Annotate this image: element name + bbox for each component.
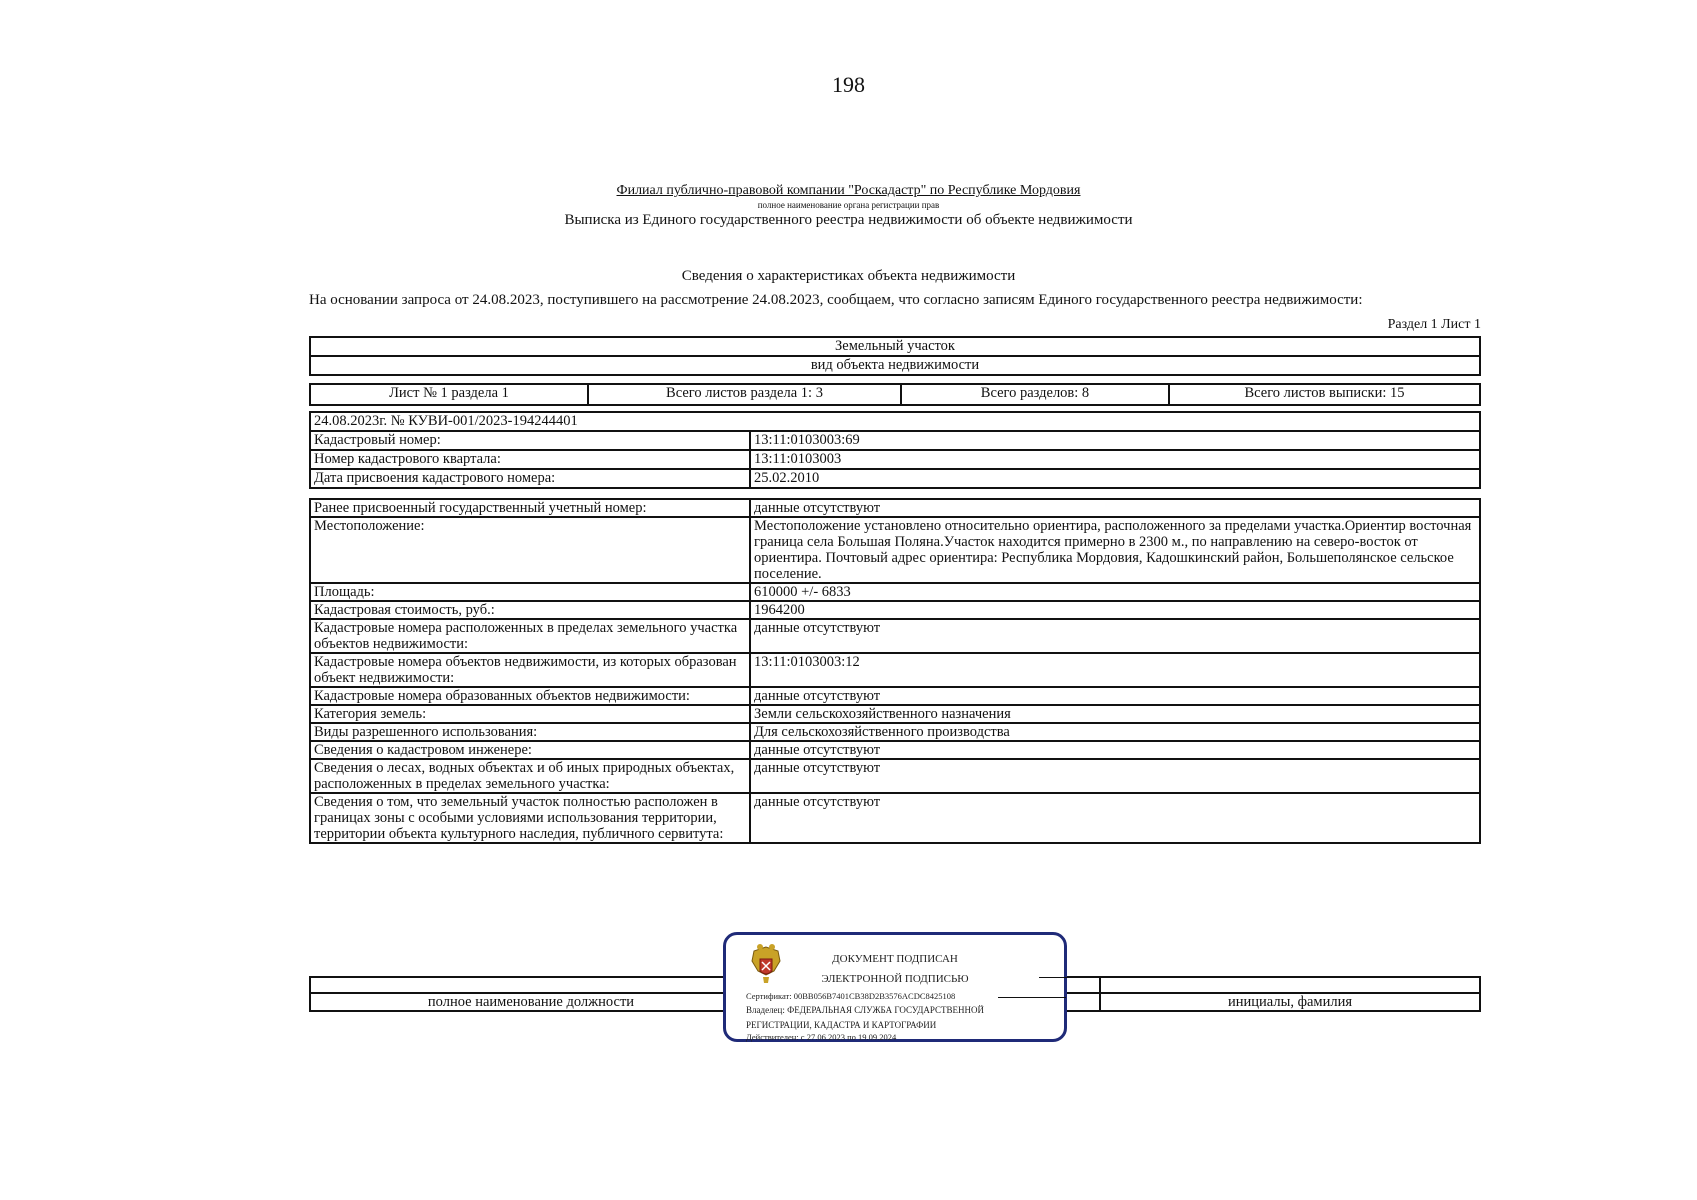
row-label: Номер кадастрового квартала: [310,450,750,469]
table-row [310,469,1480,488]
org-name-text: Филиал публично-правовой компании "Роскадастр" по Республике Мордовия [616,183,1081,198]
table-row [310,601,1480,619]
row-label: Сведения о лесах, водных объектах и об иных природных объектах, расположенных в пределах земельного участка: [310,759,750,793]
table-row [310,517,1480,583]
row-value: 1964200 [750,601,1480,619]
row-value: Земли сельскохозяйственного назначения [750,705,1480,723]
row-value: данные отсутствуют [750,793,1480,843]
sheets-table [309,383,1481,406]
table-row [310,705,1480,723]
row-value: 13:11:0103003:12 [750,653,1480,687]
stamp-valid: Действителен: с 27.06.2023 по 19.09.2024 [746,1032,897,1042]
row-value: данные отсутствуют [750,759,1480,793]
row-label: Кадастровые номера объектов недвижимости, из которых образован объект недвижимости: [310,653,750,687]
row-value: Для сельскохозяйственного производства [750,723,1480,741]
row-label: Ранее присвоенный государственный учетный номер: [310,499,750,517]
row-label: Площадь: [310,583,750,601]
row-value: 610000 +/- 6833 [750,583,1480,601]
total-sheets: Всего листов выписки: 15 [1169,384,1480,405]
stamp-owner-cont: РЕГИСТРАЦИИ, КАДАСТРА И КАРТОГРАФИИ [746,1020,937,1030]
main-table [309,498,1481,844]
table-row [310,793,1480,843]
table-row [310,499,1480,517]
org-name [0,183,1697,199]
section-sheets: Всего листов раздела 1: 3 [588,384,901,405]
row-value: 13:11:0103003:69 [750,431,1480,450]
position-field [310,977,752,993]
name-field [1100,977,1480,993]
table-row [310,619,1480,653]
table-row [310,723,1480,741]
section-title: Сведения о характеристиках объекта недвижимости [681,268,1016,284]
row-value: 13:11:0103003 [750,450,1480,469]
row-label: Кадастровые номера образованных объектов недвижимости: [310,687,750,705]
table-row [310,741,1480,759]
main-table-top [309,411,1481,489]
org-caption: полное наименование органа регистрации прав [757,200,940,210]
row-label: Местоположение: [310,517,750,583]
row-label: Кадастровая стоимость, руб.: [310,601,750,619]
table-row [310,583,1480,601]
row-value: данные отсутствуют [750,499,1480,517]
row-value: данные отсутствуют [750,741,1480,759]
row-label: Категория земель: [310,705,750,723]
stamp-owner: Владелец: ФЕДЕРАЛЬНАЯ СЛУЖБА ГОСУДАРСТВЕННОЙ [746,1005,985,1015]
object-type: Земельный участок [310,337,1480,356]
row-value: данные отсутствуют [750,619,1480,653]
sections-count: Всего разделов: 8 [901,384,1169,405]
row-value: Местоположение установлено относительно ориентира, расположенного за пределами участка.Ориентир восточная граница села Большая Поляна.Участок находится примерно в 2300 м., по направлению на северо-восток от ориентира. Почтовый адрес ориентира: Республика Мордовия, Кадошкинский район, Большеполянское сельское поселение. [750,517,1480,583]
page-number: 198 [832,72,865,97]
stamp-divider [998,997,1066,998]
doc-title: Выписка из Единого государственного реестра недвижимости об объекте недвижимости [564,212,1133,228]
sheet-ref: Раздел 1 Лист 1 [1387,317,1481,332]
stamp-divider [1039,977,1069,978]
row-label: Дата присвоения кадастрового номера: [310,469,750,488]
record-id: 24.08.2023г. № КУВИ-001/2023-194244401 [310,412,1480,431]
e-signature-stamp [723,932,1067,1042]
object-type-table [309,336,1481,376]
row-label: Сведения о том, что земельный участок полностью расположен в границах зоны с особыми условиями использования территории, территории объекта культурного наследия, публичного сервитута: [310,793,750,843]
row-value: данные отсутствуют [750,687,1480,705]
stamp-line2: ЭЛЕКТРОННОЙ ПОДПИСЬЮ [821,973,969,985]
stamp-certificate: Сертификат: 00BB056B7401CB38D2B3576ACDC8425108 [746,991,956,1001]
table-row [310,687,1480,705]
row-value: 25.02.2010 [750,469,1480,488]
name-caption: инициалы, фамилия [1100,993,1480,1011]
sheet-number: Лист № 1 раздела 1 [310,384,588,405]
table-row [310,431,1480,450]
table-row [310,450,1480,469]
object-type-caption: вид объекта недвижимости [310,356,1480,375]
row-label: Кадастровый номер: [310,431,750,450]
row-label: Сведения о кадастровом инженере: [310,741,750,759]
row-label: Кадастровые номера расположенных в пределах земельного участка объектов недвижимости: [310,619,750,653]
stamp-line1: ДОКУМЕНТ ПОДПИСАН [832,953,958,965]
position-caption: полное наименование должности [310,993,752,1011]
intro-text: На основании запроса от 24.08.2023, поступившего на рассмотрение 24.08.2023, сообщаем, что согласно записям Единого государственного реестра недвижимости: [309,292,1363,308]
table-row [310,759,1480,793]
row-label: Виды разрешенного использования: [310,723,750,741]
table-row [310,653,1480,687]
